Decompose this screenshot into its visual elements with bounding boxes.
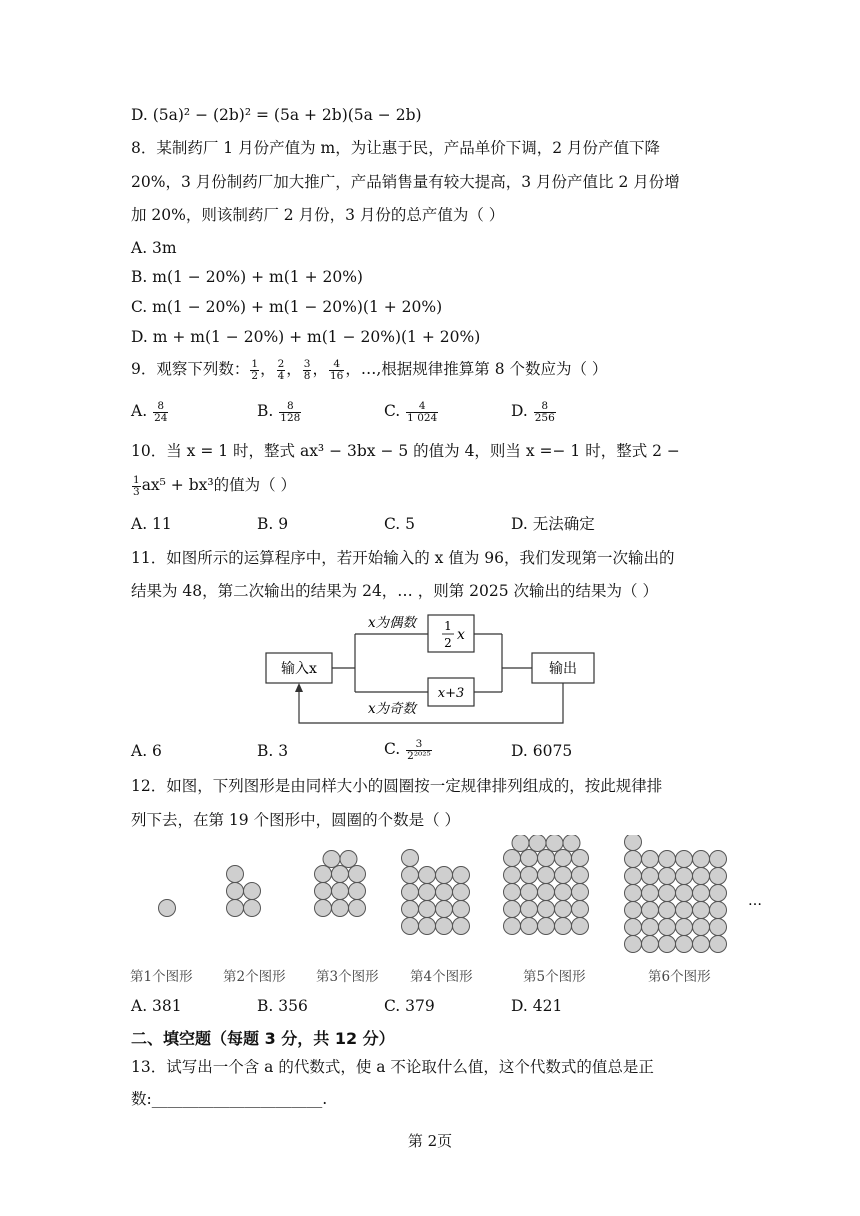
circle (332, 866, 349, 883)
circle (676, 902, 693, 919)
circle (323, 851, 340, 868)
circle (315, 900, 332, 917)
circle (436, 918, 453, 935)
q8-option-c: C. m(1 − 20%) + m(1 − 20%)(1 + 20%) (131, 298, 443, 316)
q7-option-d: D. (5a)² − (2b)² = (5a + 2b)(5a − 2b) (131, 106, 422, 124)
circle (349, 866, 366, 883)
circle (546, 835, 563, 852)
fraction: $\frac{4}{16}$ (329, 357, 344, 382)
circle (453, 918, 470, 935)
circle (332, 883, 349, 900)
q9-option: C. $\frac{4}{1 024}$ (384, 399, 438, 424)
circle (504, 884, 521, 901)
figure-label: 第6个图形 (648, 969, 711, 985)
q10-option: B. 9 (257, 515, 289, 533)
q11-option-a: A. 6 (131, 742, 162, 760)
circle (349, 883, 366, 900)
circle (676, 885, 693, 902)
circle (625, 936, 642, 953)
circle (349, 900, 366, 917)
q13-line-2: 数:______________________. (131, 1090, 328, 1108)
q8-option-a: A. 3m (131, 239, 177, 257)
circle (642, 936, 659, 953)
circle (625, 919, 642, 936)
circle (676, 868, 693, 885)
circle (244, 883, 261, 900)
input-label: 输入x (281, 661, 317, 677)
half-variable: x (457, 627, 465, 643)
q10-option: A. 11 (131, 515, 172, 533)
circle (419, 884, 436, 901)
circle (521, 867, 538, 884)
q12-option: B. 356 (257, 997, 308, 1015)
circle (710, 919, 727, 936)
half-denominator: 2 (444, 636, 452, 650)
circle (521, 918, 538, 935)
output-label: 输出 (549, 661, 577, 677)
circle (504, 918, 521, 935)
circle (453, 884, 470, 901)
circle (538, 918, 555, 935)
circle (693, 902, 710, 919)
circle (402, 867, 419, 884)
circle (572, 901, 589, 918)
circle (504, 867, 521, 884)
q8-line-1: 8．某制药厂 1 月份产值为 m，为让惠于民，产品单价下调，2 月份产值下降 (131, 139, 660, 157)
circle-figure (625, 835, 727, 953)
circle-figure (227, 866, 261, 917)
q13-line-1: 13．试写出一个含 a 的代数式，使 a 不论取什么值，这个代数式的值总是正 (131, 1058, 654, 1076)
q9-option: B. $\frac{8}{128}$ (257, 399, 301, 424)
q8-option-d: D. m + m(1 − 20%) + m(1 − 20%)(1 + 20%) (131, 328, 481, 346)
figure-label: 第5个图形 (523, 969, 586, 985)
circle (642, 885, 659, 902)
circle (504, 901, 521, 918)
circle (555, 918, 572, 935)
q12-option: D. 421 (511, 997, 563, 1015)
circle (529, 835, 546, 852)
circle (340, 851, 357, 868)
circle (642, 902, 659, 919)
circle (227, 883, 244, 900)
circle (402, 901, 419, 918)
circle (693, 851, 710, 868)
half-numerator: 1 (444, 619, 452, 633)
circle (332, 900, 349, 917)
odd-label: x为奇数 (367, 701, 417, 717)
circle (436, 901, 453, 918)
circle (555, 867, 572, 884)
circle (402, 850, 419, 867)
circle-figure (504, 835, 589, 935)
q9-option: D. $\frac{8}{256}$ (511, 399, 555, 424)
q11-option-d: D. 6075 (511, 742, 573, 760)
arrow-up-icon (295, 683, 303, 692)
circle (676, 919, 693, 936)
circle (676, 936, 693, 953)
circle (659, 868, 676, 885)
circle (402, 918, 419, 935)
q12-option: A. 381 (131, 997, 182, 1015)
q11-option-c: C. $\frac{3}{\text{2²⁰²⁵}}$ (384, 737, 431, 762)
circle (625, 851, 642, 868)
fraction: $\frac{1}{2}$ (251, 357, 259, 382)
circle (555, 901, 572, 918)
circle (693, 936, 710, 953)
plus-three-label: x+3 (437, 686, 465, 701)
circle (572, 918, 589, 935)
circle (572, 867, 589, 884)
circle (244, 900, 261, 917)
fraction: $\frac{1}{3}$ (133, 473, 140, 498)
circle (453, 901, 470, 918)
circle (625, 902, 642, 919)
circle (436, 867, 453, 884)
circle (555, 884, 572, 901)
q11-option-b: B. 3 (257, 742, 289, 760)
q12-option: C. 379 (384, 997, 435, 1015)
circle (538, 867, 555, 884)
figure-label: 第3个图形 (316, 969, 379, 985)
q10-line-2: $\frac{1}{3}$ ax⁵ + bx³的值为（ ） (133, 473, 297, 498)
circle (521, 850, 538, 867)
q11-line-1: 11．如图所示的运算程序中，若开始输入的 x 值为 96，我们发现第一次输出的 (131, 549, 675, 567)
circle (693, 868, 710, 885)
q10-line-1: 10．当 x = 1 时，整式 ax³ − 3bx − 5 的值为 4，则当 x =− 1 时，整式 2 − (131, 442, 680, 460)
circle (402, 884, 419, 901)
q9-sequence: $\frac{1}{2}$ ， $\frac{2}{4}$ ， $\frac{3}{8}$ ， $\frac{4}{16}$ (251, 357, 344, 382)
q9-option: A. $\frac{8}{24}$ (131, 399, 168, 424)
q12-line-1: 12．如图，下列图形是由同样大小的圆圈按一定规律排列组成的，按此规律排 (131, 777, 663, 795)
q10-option: D. 无法确定 (511, 515, 595, 533)
circle (693, 885, 710, 902)
q8-line-2: 20%，3 月份制药厂加大推广，产品销售量有较大提高，3 月份产值比 2 月份增 (131, 173, 680, 191)
circle (625, 835, 642, 851)
circle (419, 867, 436, 884)
figure-label: 第4个图形 (410, 969, 473, 985)
page-footer: 第 2页 (407, 1132, 453, 1150)
circle (676, 851, 693, 868)
circle (538, 901, 555, 918)
circle-pattern-figure (120, 835, 780, 995)
fraction: $\frac{3}{8}$ (303, 357, 311, 382)
circle (659, 851, 676, 868)
circle (436, 884, 453, 901)
circle (227, 900, 244, 917)
circle (659, 902, 676, 919)
q12-line-2: 列下去，在第 19 个图形中，圆圈的个数是（ ） (131, 811, 461, 829)
circle (227, 866, 244, 883)
circle (710, 902, 727, 919)
circle (572, 850, 589, 867)
circle (521, 901, 538, 918)
circle (315, 883, 332, 900)
circle (625, 885, 642, 902)
q8-option-b: B. m(1 − 20%) + m(1 + 20%) (131, 268, 363, 286)
circle (693, 919, 710, 936)
circle (563, 835, 580, 852)
circle (419, 901, 436, 918)
circle-figure (402, 850, 470, 935)
figure-label: 第1个图形 (130, 969, 193, 985)
circle (659, 885, 676, 902)
circle (572, 884, 589, 901)
flowchart (262, 610, 602, 730)
circle (538, 850, 555, 867)
circle (659, 936, 676, 953)
circle (710, 868, 727, 885)
circle (504, 850, 521, 867)
circle-figure (315, 851, 366, 917)
q8-line-3: 加 20%，则该制药厂 2 月份，3 月份的总产值为（ ） (131, 206, 505, 224)
circle (710, 851, 727, 868)
q9-stem: 9．观察下列数： $\frac{1}{2}$ ， $\frac{2}{4}$ ， $\frac{3}{8}$ ， $\frac{4}{16}$ ，…,根据规律推算第 8 个数应为（ ） (131, 357, 608, 382)
circle (555, 850, 572, 867)
circle (159, 900, 176, 917)
circle (512, 835, 529, 852)
circle (315, 866, 332, 883)
circle (710, 936, 727, 953)
q11-line-2: 结果为 48，第二次输出的结果为 24，… ，则第 2025 次输出的结果为（ ） (131, 582, 658, 600)
circle (659, 919, 676, 936)
ellipsis: … (748, 893, 762, 909)
figure-label: 第2个图形 (223, 969, 286, 985)
section-heading: 二、填空题（每题 3 分，共 12 分） (131, 1029, 395, 1048)
circle (521, 884, 538, 901)
circle (642, 868, 659, 885)
circle (538, 884, 555, 901)
even-label: x为偶数 (367, 615, 417, 631)
circle-figure (159, 900, 176, 917)
circle (642, 851, 659, 868)
circle (642, 919, 659, 936)
q10-option: C. 5 (384, 515, 416, 533)
circle (710, 885, 727, 902)
circle (453, 867, 470, 884)
circle (419, 918, 436, 935)
circle (625, 868, 642, 885)
fraction: $\frac{2}{4}$ (277, 357, 285, 382)
